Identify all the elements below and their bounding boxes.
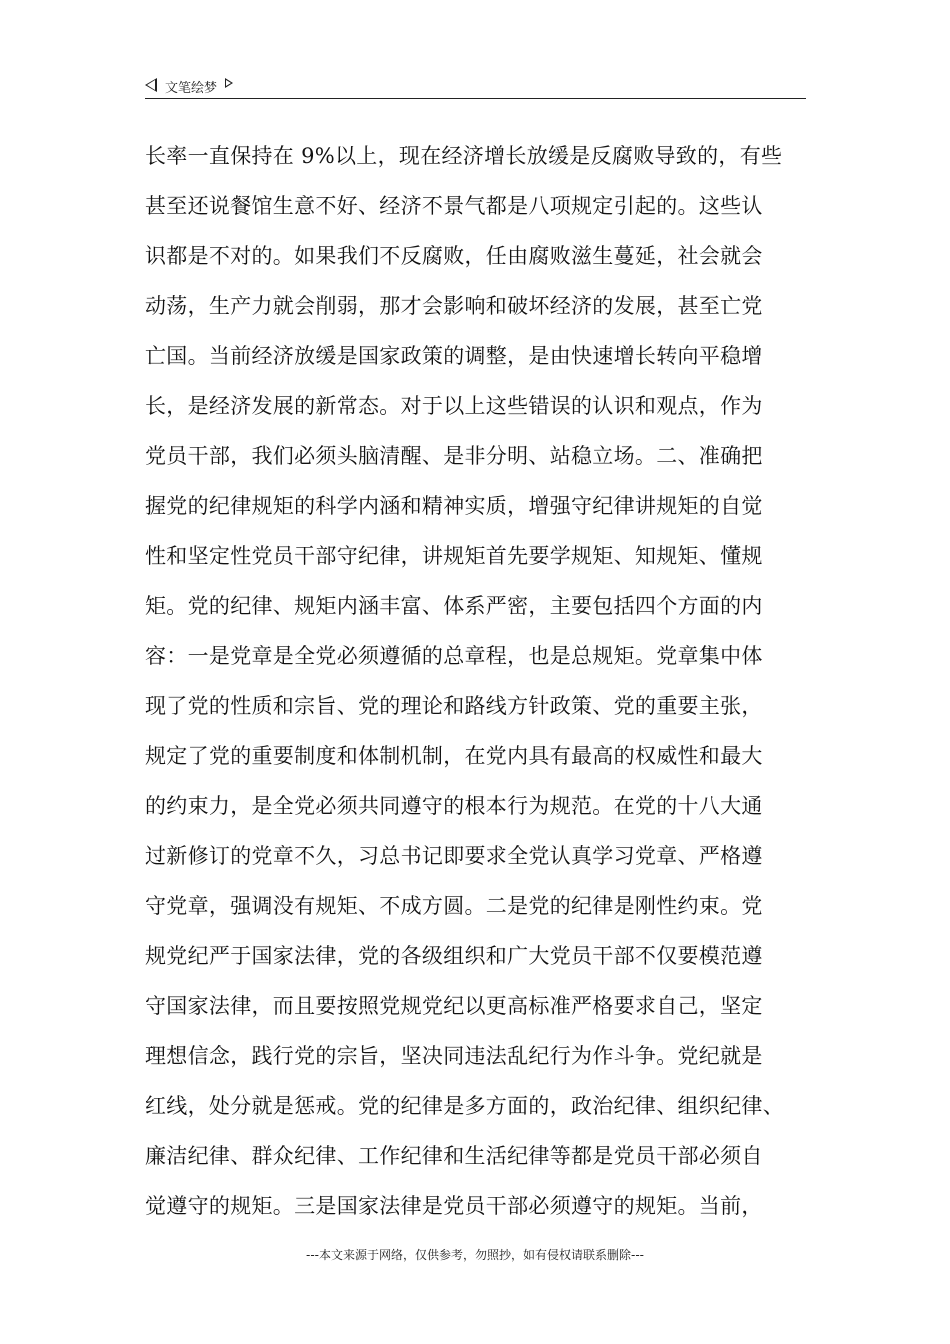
text-line: 性和坚定性党员干部守纪律，讲规矩首先要学规矩、知规矩、懂规 xyxy=(145,544,763,568)
text-line: 规定了党的重要制度和体制机制，在党内具有最高的权威性和最大 xyxy=(145,744,763,768)
text-line: 握党的纪律规矩的科学内涵和精神实质，增强守纪律讲规矩的自觉 xyxy=(145,494,763,518)
triangle-left-icon xyxy=(145,78,157,92)
text-line: 矩。党的纪律、规矩内涵丰富、体系严密，主要包括四个方面的内 xyxy=(145,594,763,618)
text-line: 规党纪严于国家法律，党的各级组织和广大党员干部不仅要模范遵 xyxy=(145,944,763,968)
text-line: 过新修订的党章不久，习总书记即要求全党认真学习党章、严格遵 xyxy=(145,844,763,868)
page-footer: ---本文来源于网络，仅供参考，勿照抄，如有侵权请联系删除--- xyxy=(306,1248,644,1262)
text-line: 现了党的性质和宗旨、党的理论和路线方针政策、党的重要主张， xyxy=(145,694,763,718)
text-line: 甚至还说餐馆生意不好、经济不景气都是八项规定引起的。这些认 xyxy=(145,194,763,218)
text-line: 守党章，强调没有规矩、不成方圆。二是党的纪律是刚性约束。党 xyxy=(145,894,763,918)
triangle-right-icon xyxy=(225,78,233,88)
text-line: 识都是不对的。如果我们不反腐败，任由腐败滋生蔓延，社会就会 xyxy=(145,244,763,268)
text-line: 亡国。当前经济放缓是国家政策的调整，是由快速增长转向平稳增 xyxy=(145,344,763,368)
text-line: 觉遵守的规矩。三是国家法律是党员干部必须遵守的规矩。当前， xyxy=(145,1194,763,1218)
header-title: 文笔绘梦 xyxy=(165,80,218,96)
text-line: 廉洁纪律、群众纪律、工作纪律和生活纪律等都是党员干部必须自 xyxy=(145,1144,763,1168)
text-line: 长率一直保持在 9%以上，现在经济增长放缓是反腐败导致的，有些 xyxy=(145,144,783,168)
document-body xyxy=(145,131,825,1231)
text-line: 党员干部，我们必须头脑清醒、是非分明、站稳立场。二、准确把 xyxy=(145,444,763,468)
text-line: 理想信念，践行党的宗旨，坚决同违法乱纪行为作斗争。党纪就是 xyxy=(145,1044,763,1068)
text-line: 红线，处分就是惩戒。党的纪律是多方面的，政治纪律、组织纪律、 xyxy=(145,1094,784,1118)
text-line: 长，是经济发展的新常态。对于以上这些错误的认识和观点，作为 xyxy=(145,394,763,418)
text-line: 容：一是党章是全党必须遵循的总章程，也是总规矩。党章集中体 xyxy=(145,644,763,668)
text-line: 动荡，生产力就会削弱，那才会影响和破坏经济的发展，甚至亡党 xyxy=(145,294,763,318)
text-line: 守国家法律，而且要按照党规党纪以更高标准严格要求自己，坚定 xyxy=(145,994,763,1018)
text-line: 的约束力，是全党必须共同遵守的根本行为规范。在党的十八大通 xyxy=(145,794,763,818)
page-header xyxy=(145,74,806,99)
